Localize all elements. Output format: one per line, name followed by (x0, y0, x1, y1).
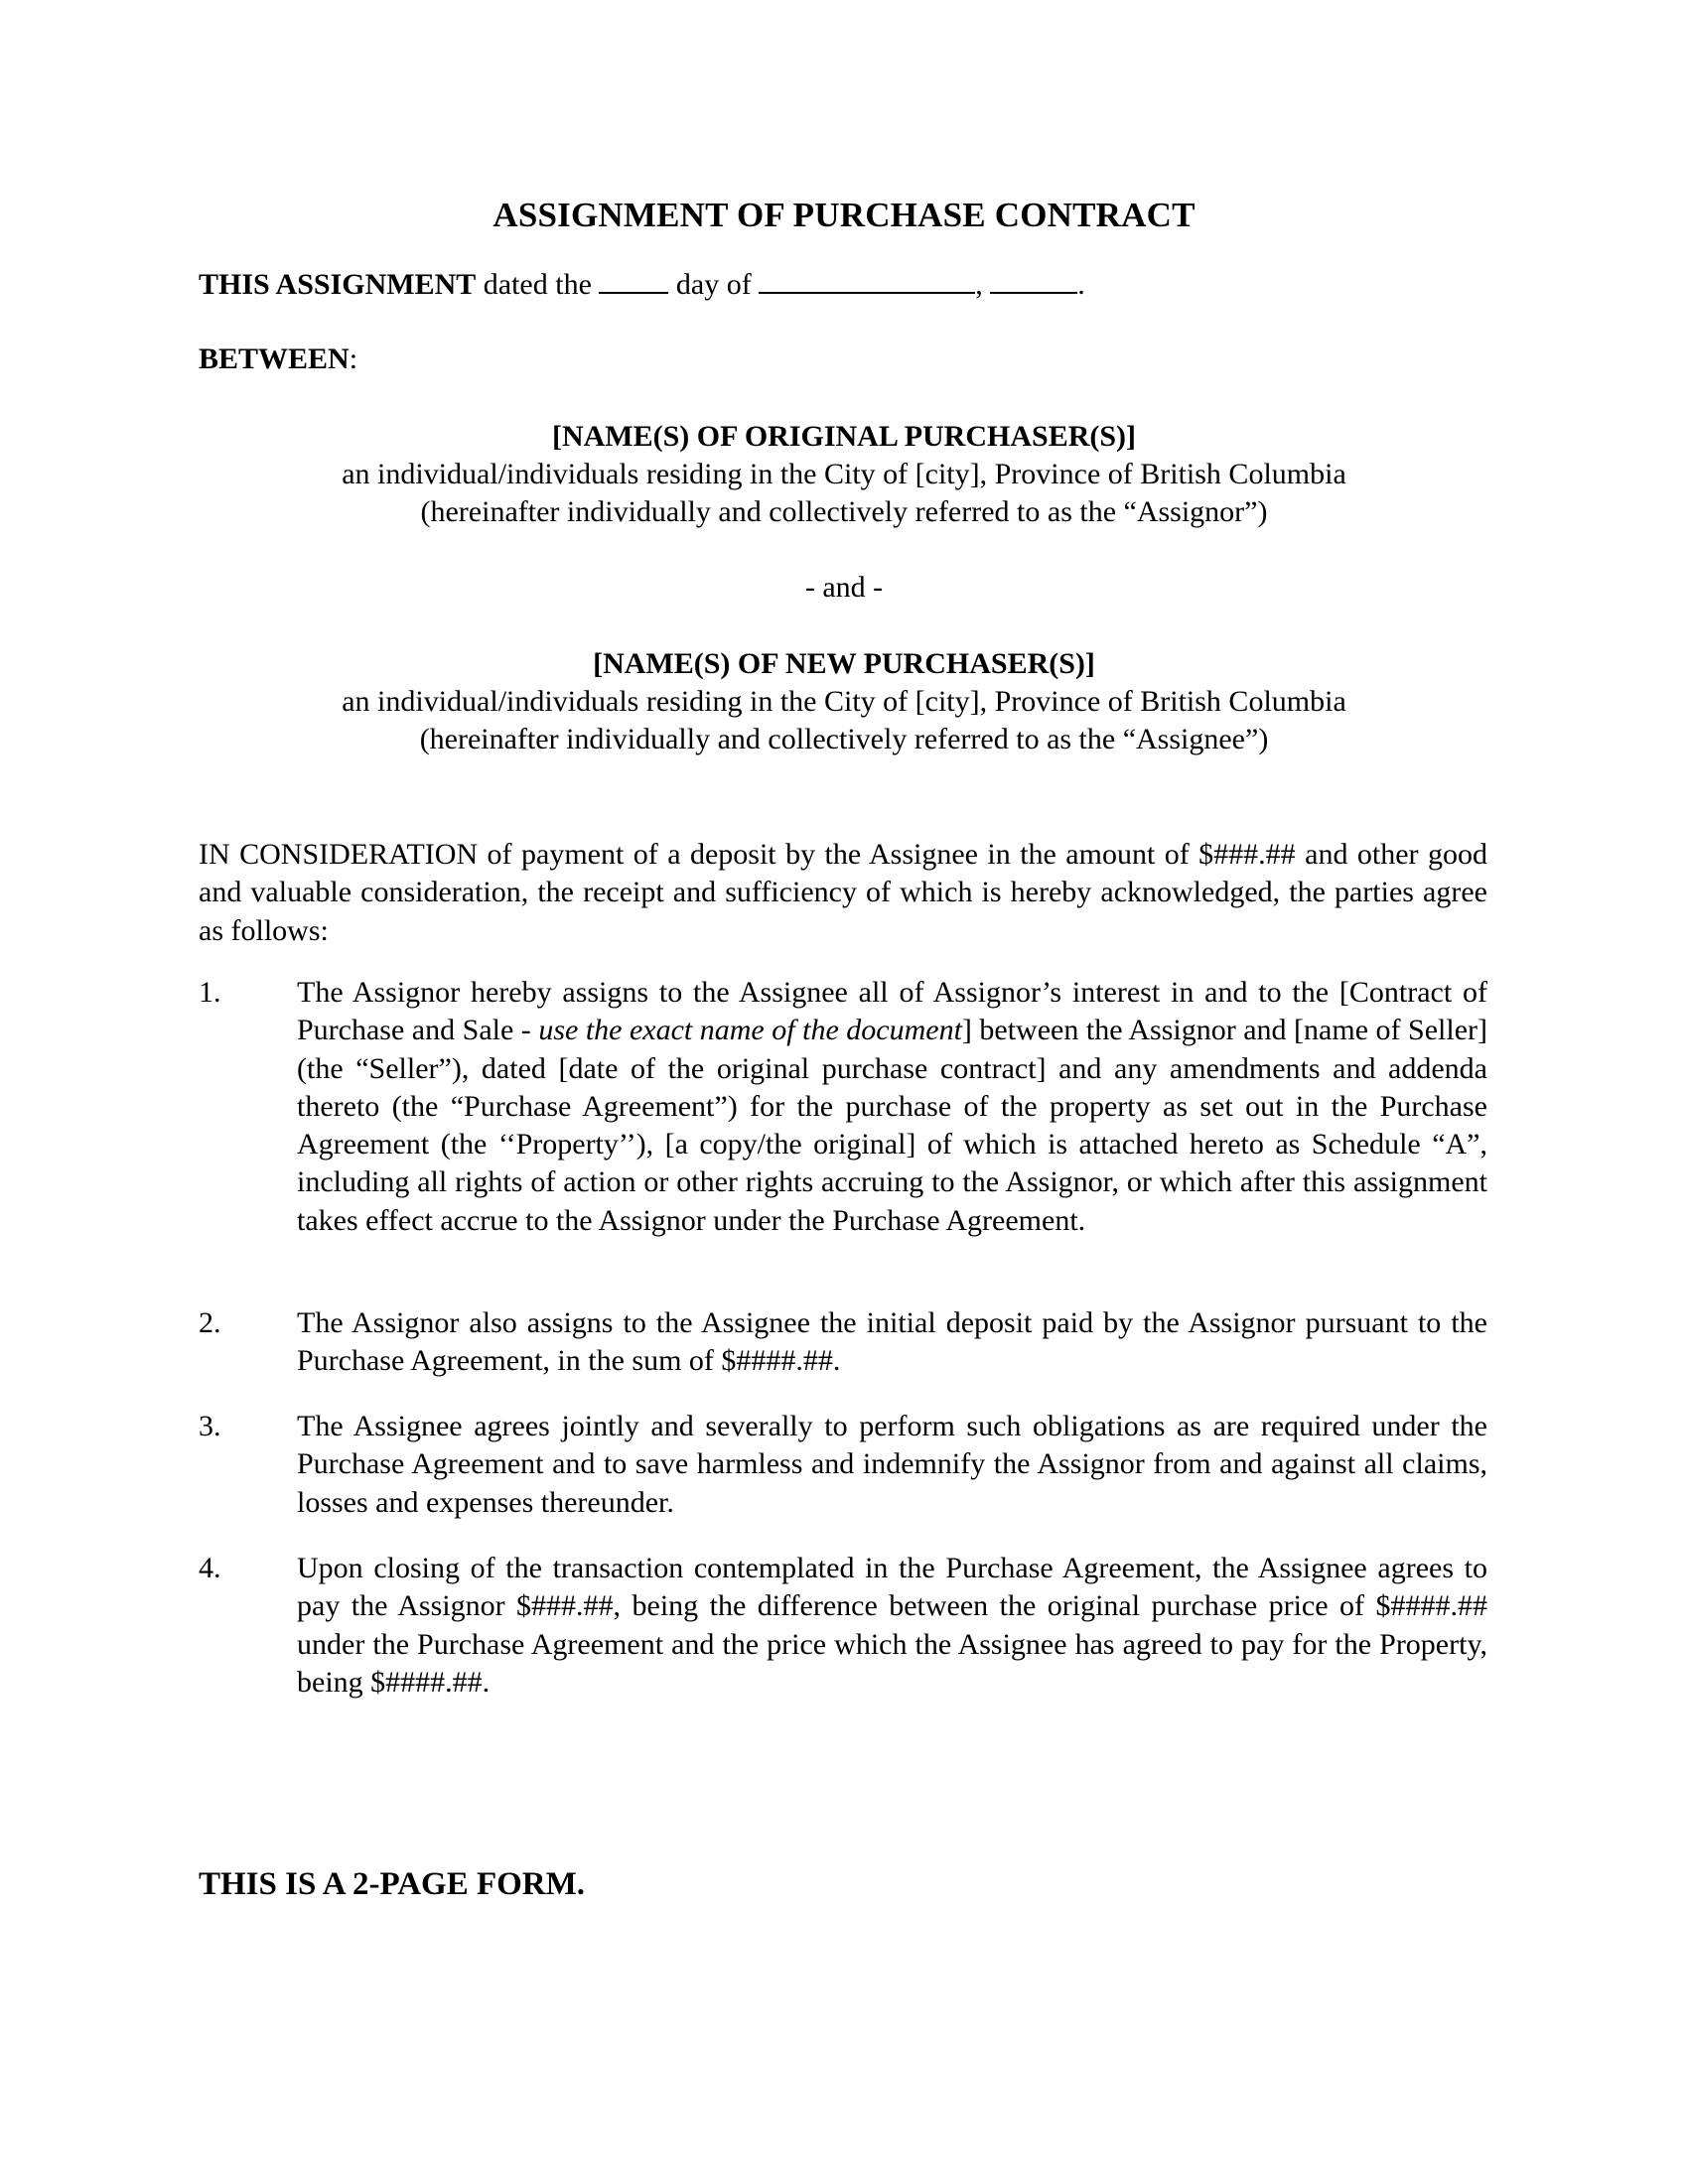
clause-number: 4. (199, 1552, 221, 1584)
month-blank[interactable] (759, 266, 975, 294)
clause-1-text-b: ] between the Assignor and [name of Seller] (the “Seller”), dated [date of the original purchase contract] and any amendments and addenda thereto (the “Purchase Agreement”) for the purchase of the property as set out in the Purchase Agreement (the ‘‘Property’’), [a copy/the original] of which is attached hereto as Schedule “A”, including all rights of action or other rights accruing to the Assignor, or which after this assignment takes effect accrue to the Assignor under the Purchase Agreement. (297, 1014, 1487, 1237)
clause-number: 1. (199, 976, 221, 1009)
clause-text: The Assignor also assigns to the Assignee the initial deposit paid by the Assignor pursuant to the Purchase Agreement, in the sum of $####.##. (297, 1306, 1487, 1378)
date-line-day-of: day of (675, 268, 752, 301)
clause-text (297, 974, 1487, 1240)
assignor-name: [NAME(S) OF ORIGINAL PURCHASER(S)] (551, 420, 1137, 453)
clause-1-text-a: The Assignor hereby assigns to the Assignee all of Assignor’s interest in and to the [Contract of Purchase and Sale - (297, 976, 1487, 1047)
clause-number: 2. (199, 1306, 221, 1339)
clause-1-italic: use the exact name of the document (538, 1014, 962, 1047)
and-separator: - and - (804, 571, 884, 604)
clause-text: Upon closing of the transaction contemplated in the Purchase Agreement, the Assignee agrees to pay the Assignor $###.##, being the difference between the original purchase price of $####.## under the Purchase Agreement and the price which the Assignee has agreed to pay for the Property, being $####.##. (297, 1552, 1487, 1699)
date-line-lead: THIS ASSIGNMENT (199, 268, 477, 301)
assignee-name: [NAME(S) OF NEW PURCHASER(S)] (593, 647, 1095, 680)
date-line-period: . (1077, 268, 1085, 301)
date-line (199, 266, 1085, 302)
clause-number: 3. (199, 1410, 221, 1442)
day-blank[interactable] (599, 266, 668, 294)
assignee-referred: (hereinafter individually and collectively referred to as the “Assignee”) (419, 723, 1269, 755)
page-count-notice: THIS IS A 2-PAGE FORM. (199, 1866, 586, 1902)
document-title: ASSIGNMENT OF PURCHASE CONTRACT (492, 196, 1196, 234)
consideration-paragraph: IN CONSIDERATION of payment of a deposit by the Assignee in the amount of $###.## and other good and valuable consideration, the receipt and sufficiency of which is hereby acknowledged, the parties agree as follows: (199, 838, 1487, 947)
year-blank[interactable] (990, 266, 1077, 294)
between-label: BETWEEN (199, 342, 350, 375)
between-heading (199, 342, 357, 376)
clause-text: The Assignee agrees jointly and severally to perform such obligations as are required under the Purchase Agreement and to save harmless and indemnify the Assignor from and against all claims, losses and expenses thereunder. (297, 1410, 1487, 1519)
assignor-referred: (hereinafter individually and collectively referred to as the “Assignor”) (420, 495, 1268, 528)
date-line-dated-the: dated the (483, 268, 592, 301)
between-colon: : (349, 342, 358, 375)
date-line-comma: , (975, 268, 983, 301)
assignor-residence: an individual/individuals residing in the City of [city], Province of British Columbia (342, 458, 1346, 490)
assignee-residence: an individual/individuals residing in the City of [city], Province of British Columbia (342, 685, 1346, 718)
